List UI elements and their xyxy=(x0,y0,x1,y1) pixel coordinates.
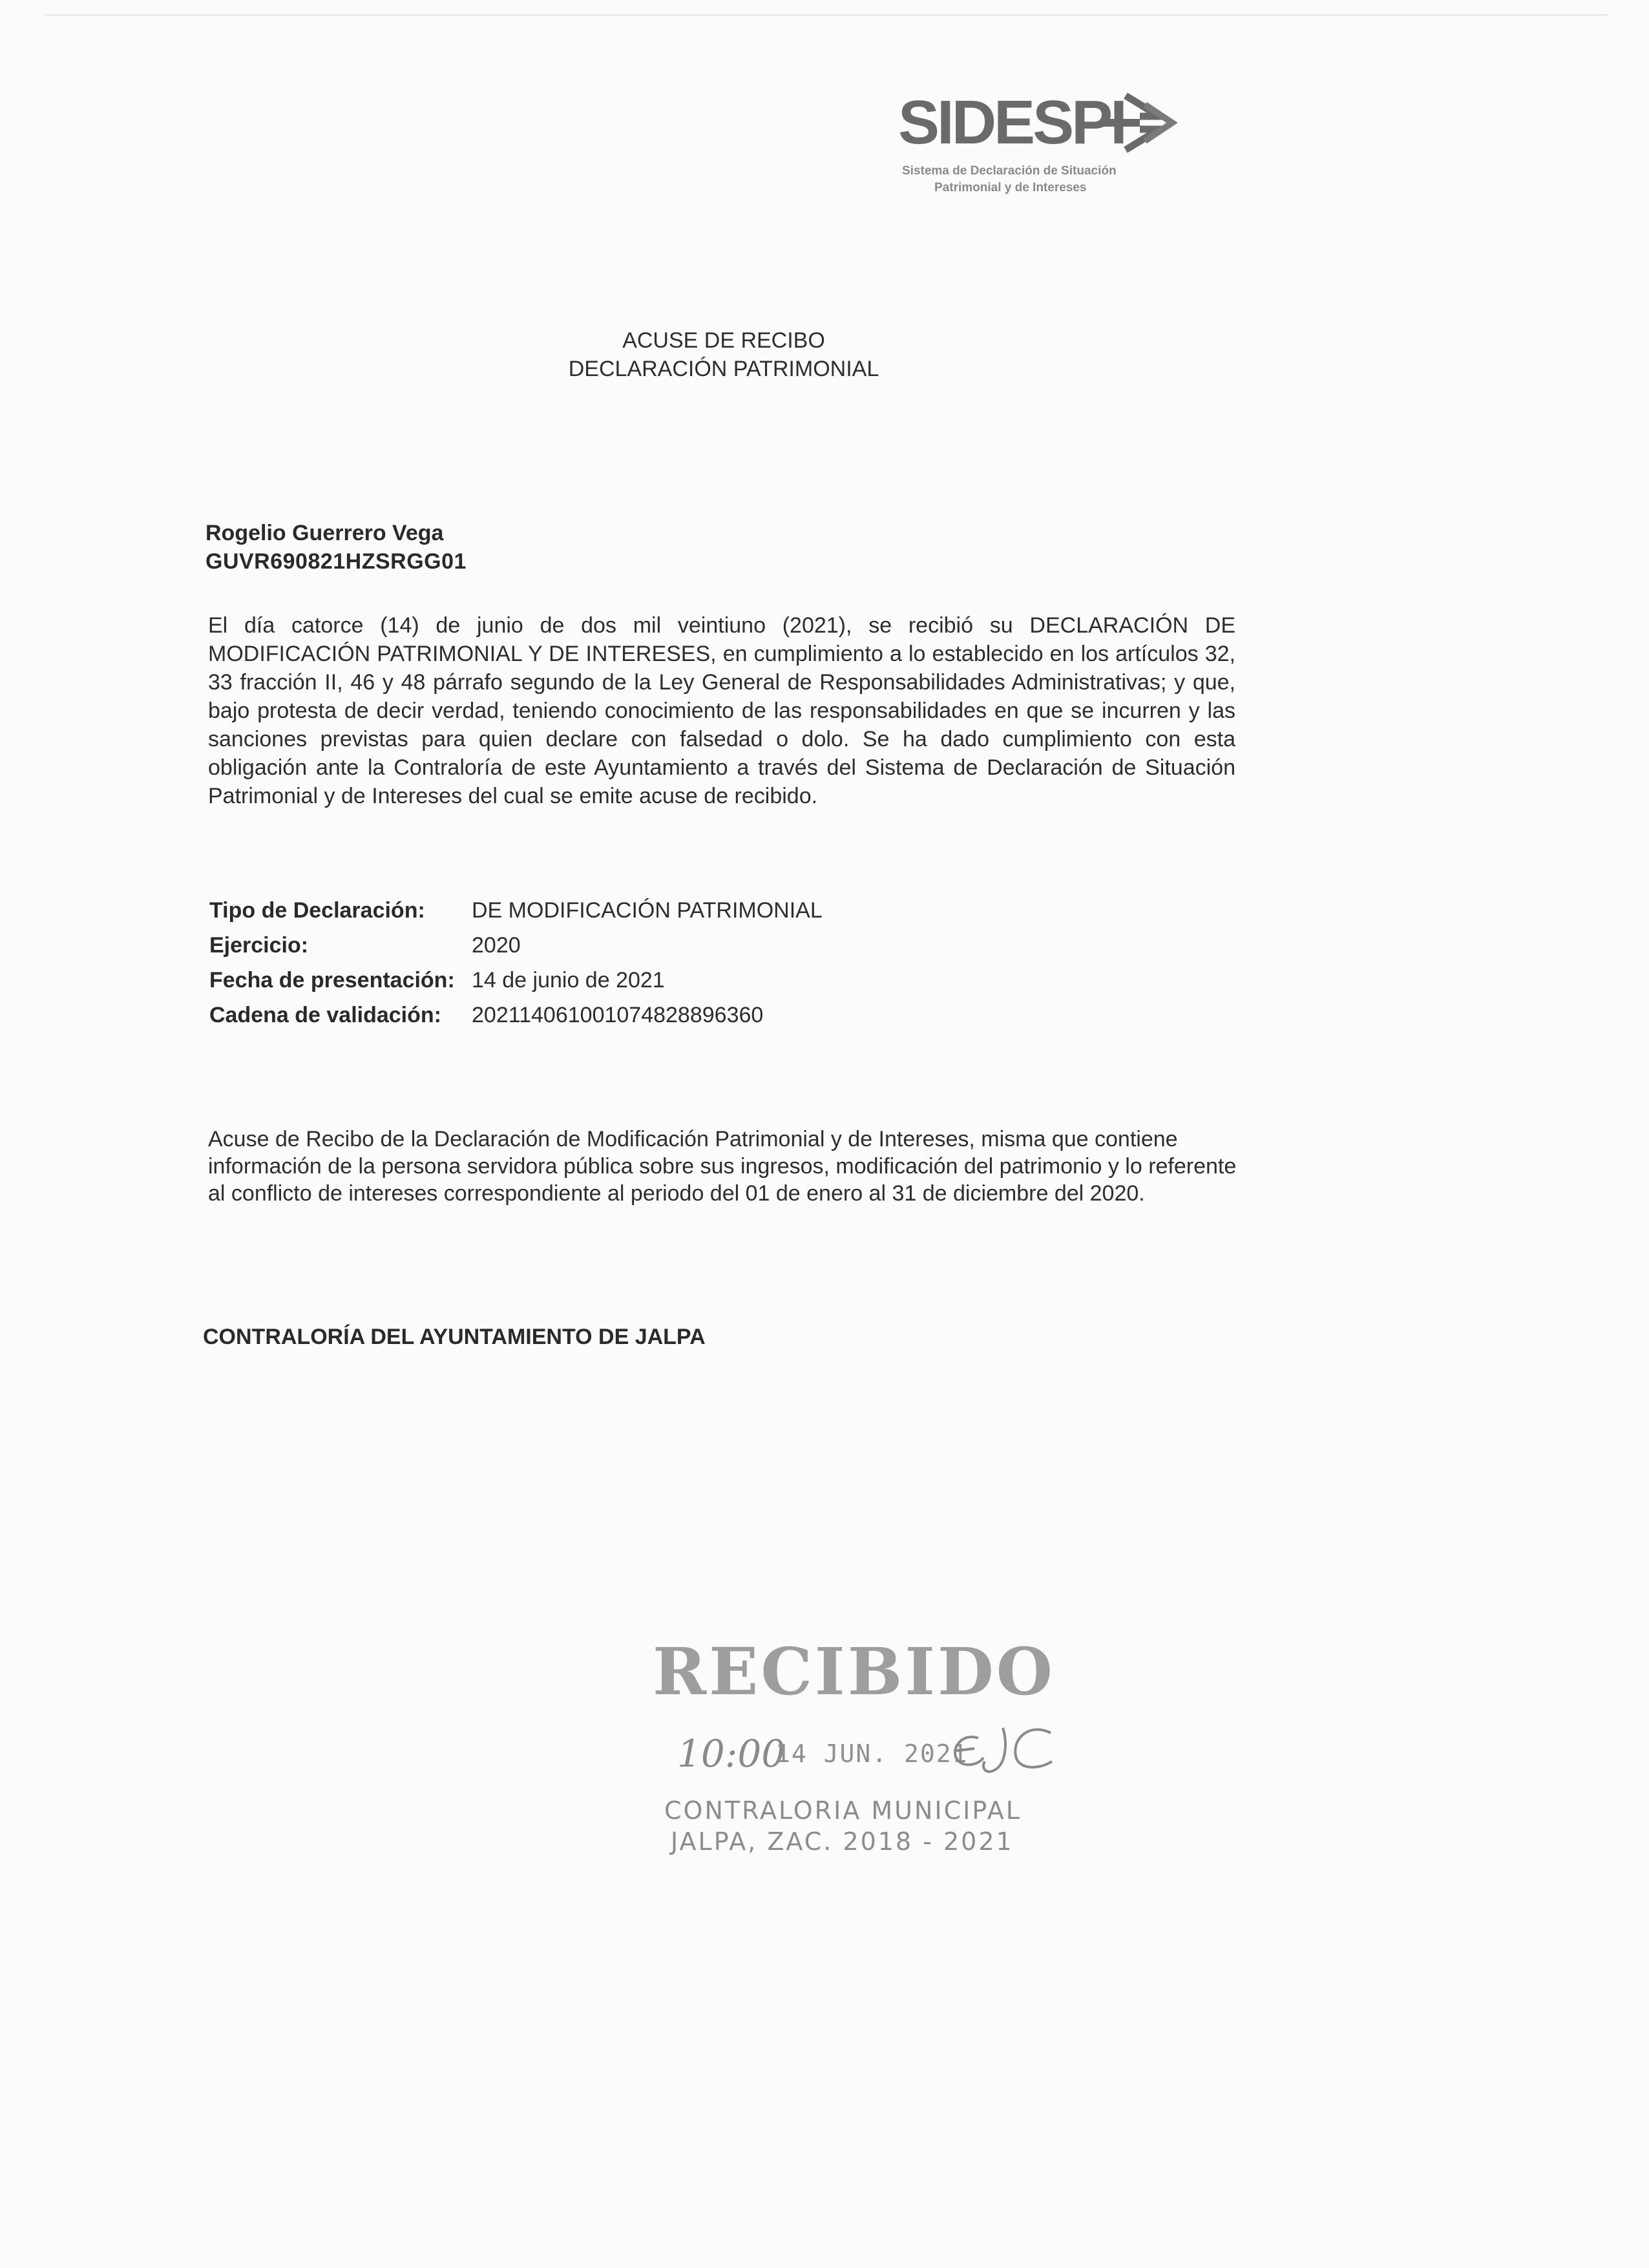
field-value: 2020 xyxy=(472,933,521,958)
field-value: 14 de junio de 2021 xyxy=(472,968,665,992)
issuer-name: CONTRALORÍA DEL AYUNTAMIENTO DE JALPA xyxy=(203,1325,706,1349)
field-value: 202114061001074828896360 xyxy=(472,1003,764,1027)
field-value: DE MODIFICACIÓN PATRIMONIAL xyxy=(472,898,823,923)
sidespi-logo xyxy=(898,90,1182,207)
field-label: Cadena de validación: xyxy=(209,1003,441,1027)
document-subtitle: DECLARACIÓN PATRIMONIAL xyxy=(568,357,879,381)
stamp-word: RECIBIDO xyxy=(653,1633,1055,1710)
document-title: ACUSE DE RECIBO xyxy=(622,328,825,353)
logo-wordmark: SIDESPI xyxy=(898,88,1125,157)
logo-subtitle-line2: Patrimonial y de Intereses xyxy=(934,181,1087,194)
field-label: Fecha de presentación: xyxy=(209,968,455,992)
declarant-name: Rogelio Guerrero Vega xyxy=(205,521,444,545)
receipt-paragraph: El día catorce (14) de junio de dos mil veintiuno (2021), se recibió su DECLARACIÓN DE MODIFICACIÓN PATRIMONIAL Y DE INTERESES, en cumplimiento a lo establecido en los artículos 32, 33 fracción II, 46 y 48 párrafo segundo de la Ley General de Responsabilidades Administrativas; y que, bajo protesta de decir verdad, teniendo conocimiento de las responsabilidades en que se incurren y las sanciones previstas para quien declare con falsedad o dolo. Se ha dado cumplimiento con esta obligación ante la Contraloría de este Ayuntamiento a través del Sistema de Declaración de Situación Patrimonial y de Intereses del cual se emite acuse de recibido. xyxy=(208,613,1235,808)
stamp-date: 14 JUN. 2021 xyxy=(775,1739,969,1768)
summary-paragraph: Acuse de Recibo de la Declaración de Modificación Patrimonial y de Intereses, misma que contiene información de la persona servidora pública sobre sus ingresos, modificación del patrimonio y lo referente al conflicto de intereses correspondiente al periodo del 01 de enero al 31 de diciembre del 2020. xyxy=(208,1127,1237,1206)
logo-subtitle-line1: Sistema de Declaración de Situación xyxy=(902,164,1117,178)
field-label: Tipo de Declaración: xyxy=(209,898,425,923)
stamp-handwritten-time: 10:00 xyxy=(677,1732,786,1776)
declarant-id-code: GUVR690821HZSRGG01 xyxy=(205,549,467,574)
stamp-office: CONTRALORIA MUNICIPAL xyxy=(664,1796,1022,1825)
signature-icon xyxy=(941,1719,1057,1783)
scan-edge-line xyxy=(45,14,1609,16)
stamp-city-period: JALPA, ZAC. 2018 - 2021 xyxy=(671,1827,1014,1856)
field-label: Ejercicio: xyxy=(209,933,309,958)
double-arrow-icon xyxy=(1100,90,1177,155)
